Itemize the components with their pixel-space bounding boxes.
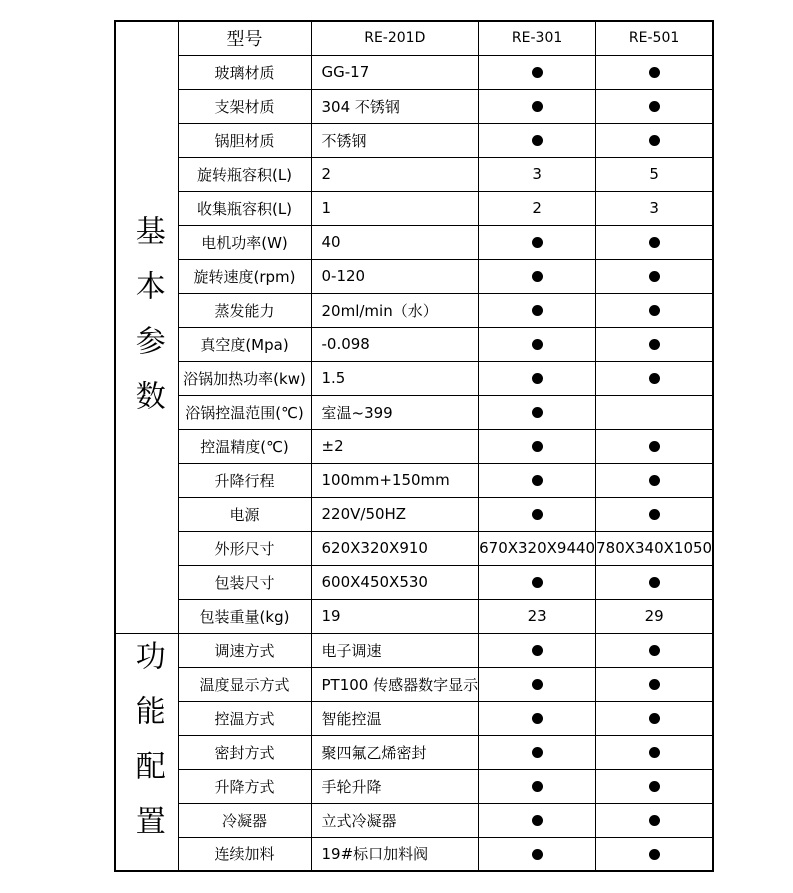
- filled-dot-icon: [649, 237, 660, 248]
- value-cell-re501: [596, 429, 714, 463]
- spec-row: [115, 497, 713, 531]
- spec-row: [115, 735, 713, 769]
- value-cell-re501: [596, 667, 714, 701]
- filled-dot-icon: [532, 577, 543, 588]
- value-cell-re301: [479, 803, 596, 837]
- param-name-cell: 包装尺寸: [178, 565, 311, 599]
- value-cell-re501: [596, 395, 714, 429]
- filled-dot-icon: [649, 645, 660, 656]
- value-cell-re301: [479, 55, 596, 89]
- param-name-cell: 控温精度(℃): [178, 429, 311, 463]
- value-cell-re201d: ±2: [311, 429, 479, 463]
- filled-dot-icon: [649, 101, 660, 112]
- value-cell-re201d: 0-120: [311, 259, 479, 293]
- spec-row: [115, 157, 713, 191]
- filled-dot-icon: [649, 747, 660, 758]
- value-cell-re201d: 聚四氟乙烯密封: [311, 735, 479, 769]
- filled-dot-icon: [649, 271, 660, 282]
- value-cell-re201d: 220V/50HZ: [311, 497, 479, 531]
- value-cell-re301: [479, 225, 596, 259]
- value-cell-re301: [479, 361, 596, 395]
- value-cell-re201d: 100mm+150mm: [311, 463, 479, 497]
- filled-dot-icon: [649, 781, 660, 792]
- header-model-re501: RE-501: [596, 21, 714, 55]
- filled-dot-icon: [649, 815, 660, 826]
- param-name-cell: 控温方式: [178, 701, 311, 735]
- value-cell-re201d: GG-17: [311, 55, 479, 89]
- spec-row: [115, 429, 713, 463]
- value-cell-re301: 3: [479, 157, 596, 191]
- header-model-re201d: RE-201D: [311, 21, 479, 55]
- value-cell-re301: [479, 633, 596, 667]
- value-cell-re501: 780X340X1050: [596, 531, 714, 565]
- header-model-label: 型号: [178, 21, 311, 55]
- param-name-cell: 蒸发能力: [178, 293, 311, 327]
- param-name-cell: 包装重量(kg): [178, 599, 311, 633]
- param-name-cell: 浴锅控温范围(℃): [178, 395, 311, 429]
- value-cell-re301: [479, 497, 596, 531]
- value-cell-re201d: 20ml/min（水）: [311, 293, 479, 327]
- value-cell-re501: [596, 259, 714, 293]
- param-name-cell: 旋转瓶容积(L): [178, 157, 311, 191]
- filled-dot-icon: [532, 271, 543, 282]
- filled-dot-icon: [649, 305, 660, 316]
- spec-row: [115, 55, 713, 89]
- filled-dot-icon: [532, 747, 543, 758]
- value-cell-re301: [479, 837, 596, 871]
- param-name-cell: 连续加料: [178, 837, 311, 871]
- section-cell-basic-params: [115, 21, 178, 633]
- value-cell-re201d: 304 不锈钢: [311, 89, 479, 123]
- filled-dot-icon: [649, 373, 660, 384]
- value-cell-re501: [596, 735, 714, 769]
- param-name-cell: 电机功率(W): [178, 225, 311, 259]
- filled-dot-icon: [649, 135, 660, 146]
- value-cell-re301: [479, 667, 596, 701]
- value-cell-re301: [479, 89, 596, 123]
- filled-dot-icon: [649, 577, 660, 588]
- value-cell-re201d: 40: [311, 225, 479, 259]
- filled-dot-icon: [532, 509, 543, 520]
- value-cell-re501: 3: [596, 191, 714, 225]
- spec-row: [115, 395, 713, 429]
- filled-dot-icon: [532, 815, 543, 826]
- value-cell-re301: [479, 327, 596, 361]
- filled-dot-icon: [532, 781, 543, 792]
- value-cell-re201d: 19#标口加料阀: [311, 837, 479, 871]
- value-cell-re501: [596, 293, 714, 327]
- filled-dot-icon: [532, 407, 543, 418]
- filled-dot-icon: [532, 645, 543, 656]
- spec-row: [115, 667, 713, 701]
- value-cell-re201d: 立式冷凝器: [311, 803, 479, 837]
- value-cell-re301: [479, 769, 596, 803]
- value-cell-re301: [479, 463, 596, 497]
- value-cell-re501: [596, 123, 714, 157]
- header-model-re301: RE-301: [479, 21, 596, 55]
- param-name-cell: 锅胆材质: [178, 123, 311, 157]
- value-cell-re201d: 电子调速: [311, 633, 479, 667]
- spec-row: [115, 769, 713, 803]
- value-cell-re201d: 600X450X530: [311, 565, 479, 599]
- param-name-cell: 支架材质: [178, 89, 311, 123]
- value-cell-re201d: 2: [311, 157, 479, 191]
- value-cell-re301: 670X320X9440: [479, 531, 596, 565]
- value-cell-re201d: 1.5: [311, 361, 479, 395]
- spec-row: [115, 259, 713, 293]
- filled-dot-icon: [532, 713, 543, 724]
- value-cell-re301: 2: [479, 191, 596, 225]
- spec-row: [115, 565, 713, 599]
- section-label-basic-params: 基本参数: [129, 215, 165, 436]
- spec-table-body: [115, 21, 713, 871]
- value-cell-re301: [479, 565, 596, 599]
- param-name-cell: 外形尺寸: [178, 531, 311, 565]
- param-name-cell: 温度显示方式: [178, 667, 311, 701]
- filled-dot-icon: [649, 849, 660, 860]
- spec-row: [115, 633, 713, 667]
- value-cell-re201d: 不锈钢: [311, 123, 479, 157]
- spec-row: [115, 361, 713, 395]
- param-name-cell: 升降行程: [178, 463, 311, 497]
- spec-row: [115, 803, 713, 837]
- param-name-cell: 真空度(Mpa): [178, 327, 311, 361]
- value-cell-re501: [596, 633, 714, 667]
- filled-dot-icon: [649, 441, 660, 452]
- spec-row: [115, 123, 713, 157]
- spec-table: [114, 20, 714, 872]
- param-name-cell: 旋转速度(rpm): [178, 259, 311, 293]
- value-cell-re301: [479, 429, 596, 463]
- param-name-cell: 收集瓶容积(L): [178, 191, 311, 225]
- value-cell-re501: 29: [596, 599, 714, 633]
- value-cell-re501: [596, 565, 714, 599]
- spec-row: [115, 701, 713, 735]
- value-cell-re501: 5: [596, 157, 714, 191]
- filled-dot-icon: [649, 509, 660, 520]
- value-cell-re201d: 手轮升降: [311, 769, 479, 803]
- filled-dot-icon: [649, 475, 660, 486]
- spec-row: [115, 293, 713, 327]
- value-cell-re501: [596, 837, 714, 871]
- value-cell-re501: [596, 327, 714, 361]
- value-cell-re501: [596, 55, 714, 89]
- filled-dot-icon: [649, 67, 660, 78]
- spec-row: [115, 599, 713, 633]
- filled-dot-icon: [532, 67, 543, 78]
- filled-dot-icon: [532, 475, 543, 486]
- param-name-cell: 浴锅加热功率(kw): [178, 361, 311, 395]
- filled-dot-icon: [532, 339, 543, 350]
- param-name-cell: 电源: [178, 497, 311, 531]
- value-cell-re301: [479, 395, 596, 429]
- param-name-cell: 玻璃材质: [178, 55, 311, 89]
- value-cell-re201d: -0.098: [311, 327, 479, 361]
- spec-row: [115, 225, 713, 259]
- value-cell-re501: [596, 803, 714, 837]
- spec-row: [115, 327, 713, 361]
- value-cell-re201d: 620X320X910: [311, 531, 479, 565]
- spec-row: [115, 89, 713, 123]
- filled-dot-icon: [532, 135, 543, 146]
- param-name-cell: 调速方式: [178, 633, 311, 667]
- value-cell-re301: [479, 701, 596, 735]
- section-label-function-config: 功能配置: [129, 639, 165, 860]
- filled-dot-icon: [649, 339, 660, 350]
- value-cell-re501: [596, 225, 714, 259]
- param-name-cell: 冷凝器: [178, 803, 311, 837]
- value-cell-re201d: 室温~399: [311, 395, 479, 429]
- spec-row: [115, 531, 713, 565]
- value-cell-re301: [479, 293, 596, 327]
- filled-dot-icon: [532, 441, 543, 452]
- filled-dot-icon: [649, 679, 660, 690]
- value-cell-re301: [479, 735, 596, 769]
- value-cell-re501: [596, 701, 714, 735]
- spec-row: [115, 463, 713, 497]
- value-cell-re201d: 1: [311, 191, 479, 225]
- filled-dot-icon: [532, 373, 543, 384]
- param-name-cell: 密封方式: [178, 735, 311, 769]
- filled-dot-icon: [532, 237, 543, 248]
- value-cell-re501: [596, 463, 714, 497]
- filled-dot-icon: [532, 305, 543, 316]
- header-row: [115, 21, 713, 55]
- spec-row: [115, 837, 713, 871]
- value-cell-re301: [479, 259, 596, 293]
- value-cell-re501: [596, 89, 714, 123]
- filled-dot-icon: [532, 101, 543, 112]
- value-cell-re301: [479, 123, 596, 157]
- param-name-cell: 升降方式: [178, 769, 311, 803]
- value-cell-re501: [596, 497, 714, 531]
- value-cell-re501: [596, 769, 714, 803]
- value-cell-re201d: 智能控温: [311, 701, 479, 735]
- filled-dot-icon: [649, 713, 660, 724]
- value-cell-re201d: PT100 传感器数字显示: [311, 667, 479, 701]
- value-cell-re301: 23: [479, 599, 596, 633]
- spec-row: [115, 191, 713, 225]
- filled-dot-icon: [532, 849, 543, 860]
- value-cell-re201d: 19: [311, 599, 479, 633]
- filled-dot-icon: [532, 679, 543, 690]
- value-cell-re501: [596, 361, 714, 395]
- section-cell-function-config: [115, 633, 178, 871]
